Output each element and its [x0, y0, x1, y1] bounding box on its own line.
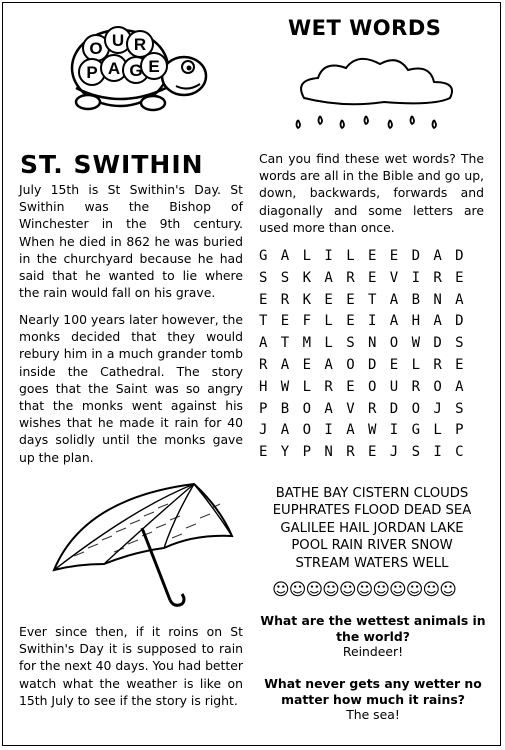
grid-cell: R: [433, 269, 442, 286]
grid-row: [259, 379, 477, 401]
grid-cell: I: [389, 422, 399, 439]
grid-cell: A: [324, 400, 333, 417]
svg-text:G: G: [129, 61, 143, 80]
grid-cell: W: [411, 335, 421, 352]
grid-cell: B: [411, 291, 421, 308]
grid-cell: L: [324, 313, 333, 330]
grid-cell: Y: [280, 444, 290, 461]
grid-cell: P: [302, 444, 312, 461]
grid-cell: J: [389, 444, 399, 461]
grid-cell: K: [302, 291, 312, 308]
grid-cell: P: [455, 422, 464, 439]
word-list-line: EUPHRATES FLOOD DEAD SEA: [272, 503, 472, 519]
grid-cell: D: [433, 335, 442, 352]
grid-cell: E: [455, 356, 464, 373]
grid-cell: H: [259, 378, 268, 395]
grid-cell: A: [389, 313, 399, 330]
grid-cell: L: [346, 248, 355, 264]
grid-cell: R: [411, 378, 421, 395]
grid-cell: E: [324, 291, 333, 308]
grid-cell: A: [455, 291, 464, 308]
grid-cell: E: [346, 378, 355, 395]
rain-cloud-icon: [284, 50, 474, 140]
grid-cell: E: [389, 356, 399, 373]
grid-cell: I: [411, 269, 421, 286]
word-list-line: POOL RAIN RIVER SNOW: [291, 538, 453, 554]
grid-cell: I: [324, 422, 333, 439]
grid-cell: N: [324, 444, 333, 461]
grid-cell: S: [346, 335, 355, 352]
grid-cell: D: [389, 400, 399, 417]
grid-cell: S: [259, 269, 268, 286]
grid-cell: I: [433, 444, 442, 461]
word-list-line: GALILEE HAIL JORDAN LAKE: [280, 520, 464, 536]
grid-cell: T: [367, 291, 377, 308]
grid-cell: E: [346, 313, 355, 330]
grid-cell: E: [259, 291, 268, 308]
grid-cell: E: [346, 291, 355, 308]
grid-cell: I: [324, 248, 333, 264]
grid-row: [259, 357, 477, 379]
paragraph-story: Nearly 100 years later however, the monks decided that they would rebury him in a much grander tomb inside the Cathedral. The story goes that the Saint was so angry that the monks went against his wishes that he made it rain for 40 days solidly until the monks gave up the plan.: [19, 312, 243, 465]
grid-cell: S: [280, 269, 290, 286]
grid-cell: R: [433, 356, 442, 373]
grid-row: [259, 292, 477, 314]
grid-cell: R: [367, 400, 377, 417]
grid-cell: L: [302, 248, 312, 264]
grid-cell: I: [367, 313, 377, 330]
paragraph-intro: July 15th is St Swithin's Day. St Swithin was the Bishop of Winchester in the 9th century. When he died in 862 he was buried in the churchyard because he had said that he wanted to lie where the rain would fall on his grave.: [19, 182, 243, 301]
grid-cell: O: [346, 356, 355, 373]
grid-cell: E: [389, 248, 399, 264]
grid-cell: D: [411, 248, 421, 264]
joke-question: What never gets any wetter no matter how much it rains?: [264, 676, 482, 707]
grid-cell: E: [367, 444, 377, 461]
grid-cell: S: [411, 444, 421, 461]
grid-cell: J: [259, 422, 268, 439]
grid-row: [259, 313, 477, 335]
grid-cell: W: [280, 378, 290, 395]
joke-answer: Reindeer!: [342, 644, 404, 659]
joke-question: What are the wettest animals in the world?: [260, 613, 486, 644]
word-search-grid: [259, 248, 477, 466]
joke-1: [258, 613, 488, 660]
grid-cell: W: [367, 422, 377, 439]
grid-cell: R: [259, 356, 268, 373]
grid-cell: A: [455, 378, 464, 395]
grid-cell: V: [389, 269, 399, 286]
grid-cell: J: [433, 400, 442, 417]
grid-cell: D: [367, 356, 377, 373]
grid-cell: M: [302, 335, 312, 352]
grid-cell: V: [346, 400, 355, 417]
grid-cell: A: [324, 269, 333, 286]
grid-cell: E: [367, 248, 377, 264]
smiley-row-icon: ☺☺☺☺☺☺☺☺☺☺☺: [272, 580, 456, 600]
grid-cell: E: [280, 313, 290, 330]
grid-cell: R: [346, 444, 355, 461]
svg-text:A: A: [107, 59, 121, 78]
word-list-line: BATHE BAY CISTERN CLOUDS: [275, 486, 469, 501]
grid-cell: U: [389, 378, 399, 395]
grid-cell: D: [455, 313, 464, 330]
grid-cell: R: [346, 269, 355, 286]
grid-cell: P: [259, 400, 268, 417]
grid-row: [259, 270, 477, 292]
grid-cell: A: [259, 335, 268, 352]
grid-cell: E: [259, 444, 268, 461]
grid-cell: L: [302, 378, 312, 395]
grid-row: [259, 422, 477, 444]
tortoise-logo: [58, 10, 218, 120]
svg-text:E: E: [148, 57, 160, 76]
grid-cell: L: [324, 335, 333, 352]
grid-cell: O: [367, 378, 377, 395]
grid-row: [259, 401, 477, 423]
grid-cell: A: [346, 422, 355, 439]
wet-words-title: WET WORDS: [288, 16, 442, 40]
svg-text:R: R: [133, 35, 147, 54]
paragraph-ending: Ever since then, if it roins on St Swithin's Day it is supposed to rain for the next 40 days. You had better watch what the weather is like on 15th July to see if the story is right.: [19, 624, 243, 708]
joke-2: [258, 676, 488, 723]
grid-cell: A: [389, 291, 399, 308]
grid-cell: O: [411, 400, 421, 417]
grid-cell: A: [433, 313, 442, 330]
grid-cell: L: [411, 356, 421, 373]
grid-cell: N: [367, 335, 377, 352]
grid-cell: F: [302, 313, 312, 330]
grid-cell: S: [455, 400, 464, 417]
svg-text:U: U: [111, 31, 125, 50]
grid-row: [259, 444, 477, 466]
wordsearch-instructions: Can you find these wet words? The words are all in the Bible and go up, down, backwards, forwards and diagonally and some letters are used more than once.: [259, 151, 484, 235]
grid-cell: R: [324, 378, 333, 395]
grid-cell: N: [433, 291, 442, 308]
grid-cell: A: [433, 248, 442, 264]
joke-answer: The sea!: [346, 707, 400, 722]
grid-row: [259, 248, 477, 270]
grid-cell: D: [455, 248, 464, 264]
grid-cell: T: [280, 335, 290, 352]
grid-cell: E: [367, 269, 377, 286]
grid-cell: G: [411, 422, 421, 439]
grid-cell: A: [280, 248, 290, 264]
grid-cell: G: [259, 248, 268, 264]
grid-cell: L: [433, 422, 442, 439]
word-list: [256, 485, 488, 572]
grid-cell: T: [259, 313, 268, 330]
grid-cell: C: [455, 444, 464, 461]
grid-cell: A: [280, 422, 290, 439]
st-swithin-title: ST. SWITHIN: [20, 150, 204, 179]
grid-cell: A: [280, 356, 290, 373]
grid-cell: S: [455, 335, 464, 352]
svg-text:O: O: [89, 39, 103, 58]
svg-text:P: P: [86, 63, 98, 82]
umbrella-icon: [44, 478, 240, 610]
grid-cell: R: [280, 291, 290, 308]
grid-cell: O: [389, 335, 399, 352]
grid-cell: O: [302, 422, 312, 439]
grid-row: [259, 335, 477, 357]
word-list-line: STREAM WATERS WELL: [295, 555, 449, 571]
grid-cell: E: [302, 356, 312, 373]
grid-cell: H: [411, 313, 421, 330]
grid-cell: A: [324, 356, 333, 373]
grid-cell: O: [433, 378, 442, 395]
grid-cell: B: [280, 400, 290, 417]
grid-cell: K: [302, 269, 312, 286]
grid-cell: E: [455, 269, 464, 286]
grid-cell: O: [302, 400, 312, 417]
